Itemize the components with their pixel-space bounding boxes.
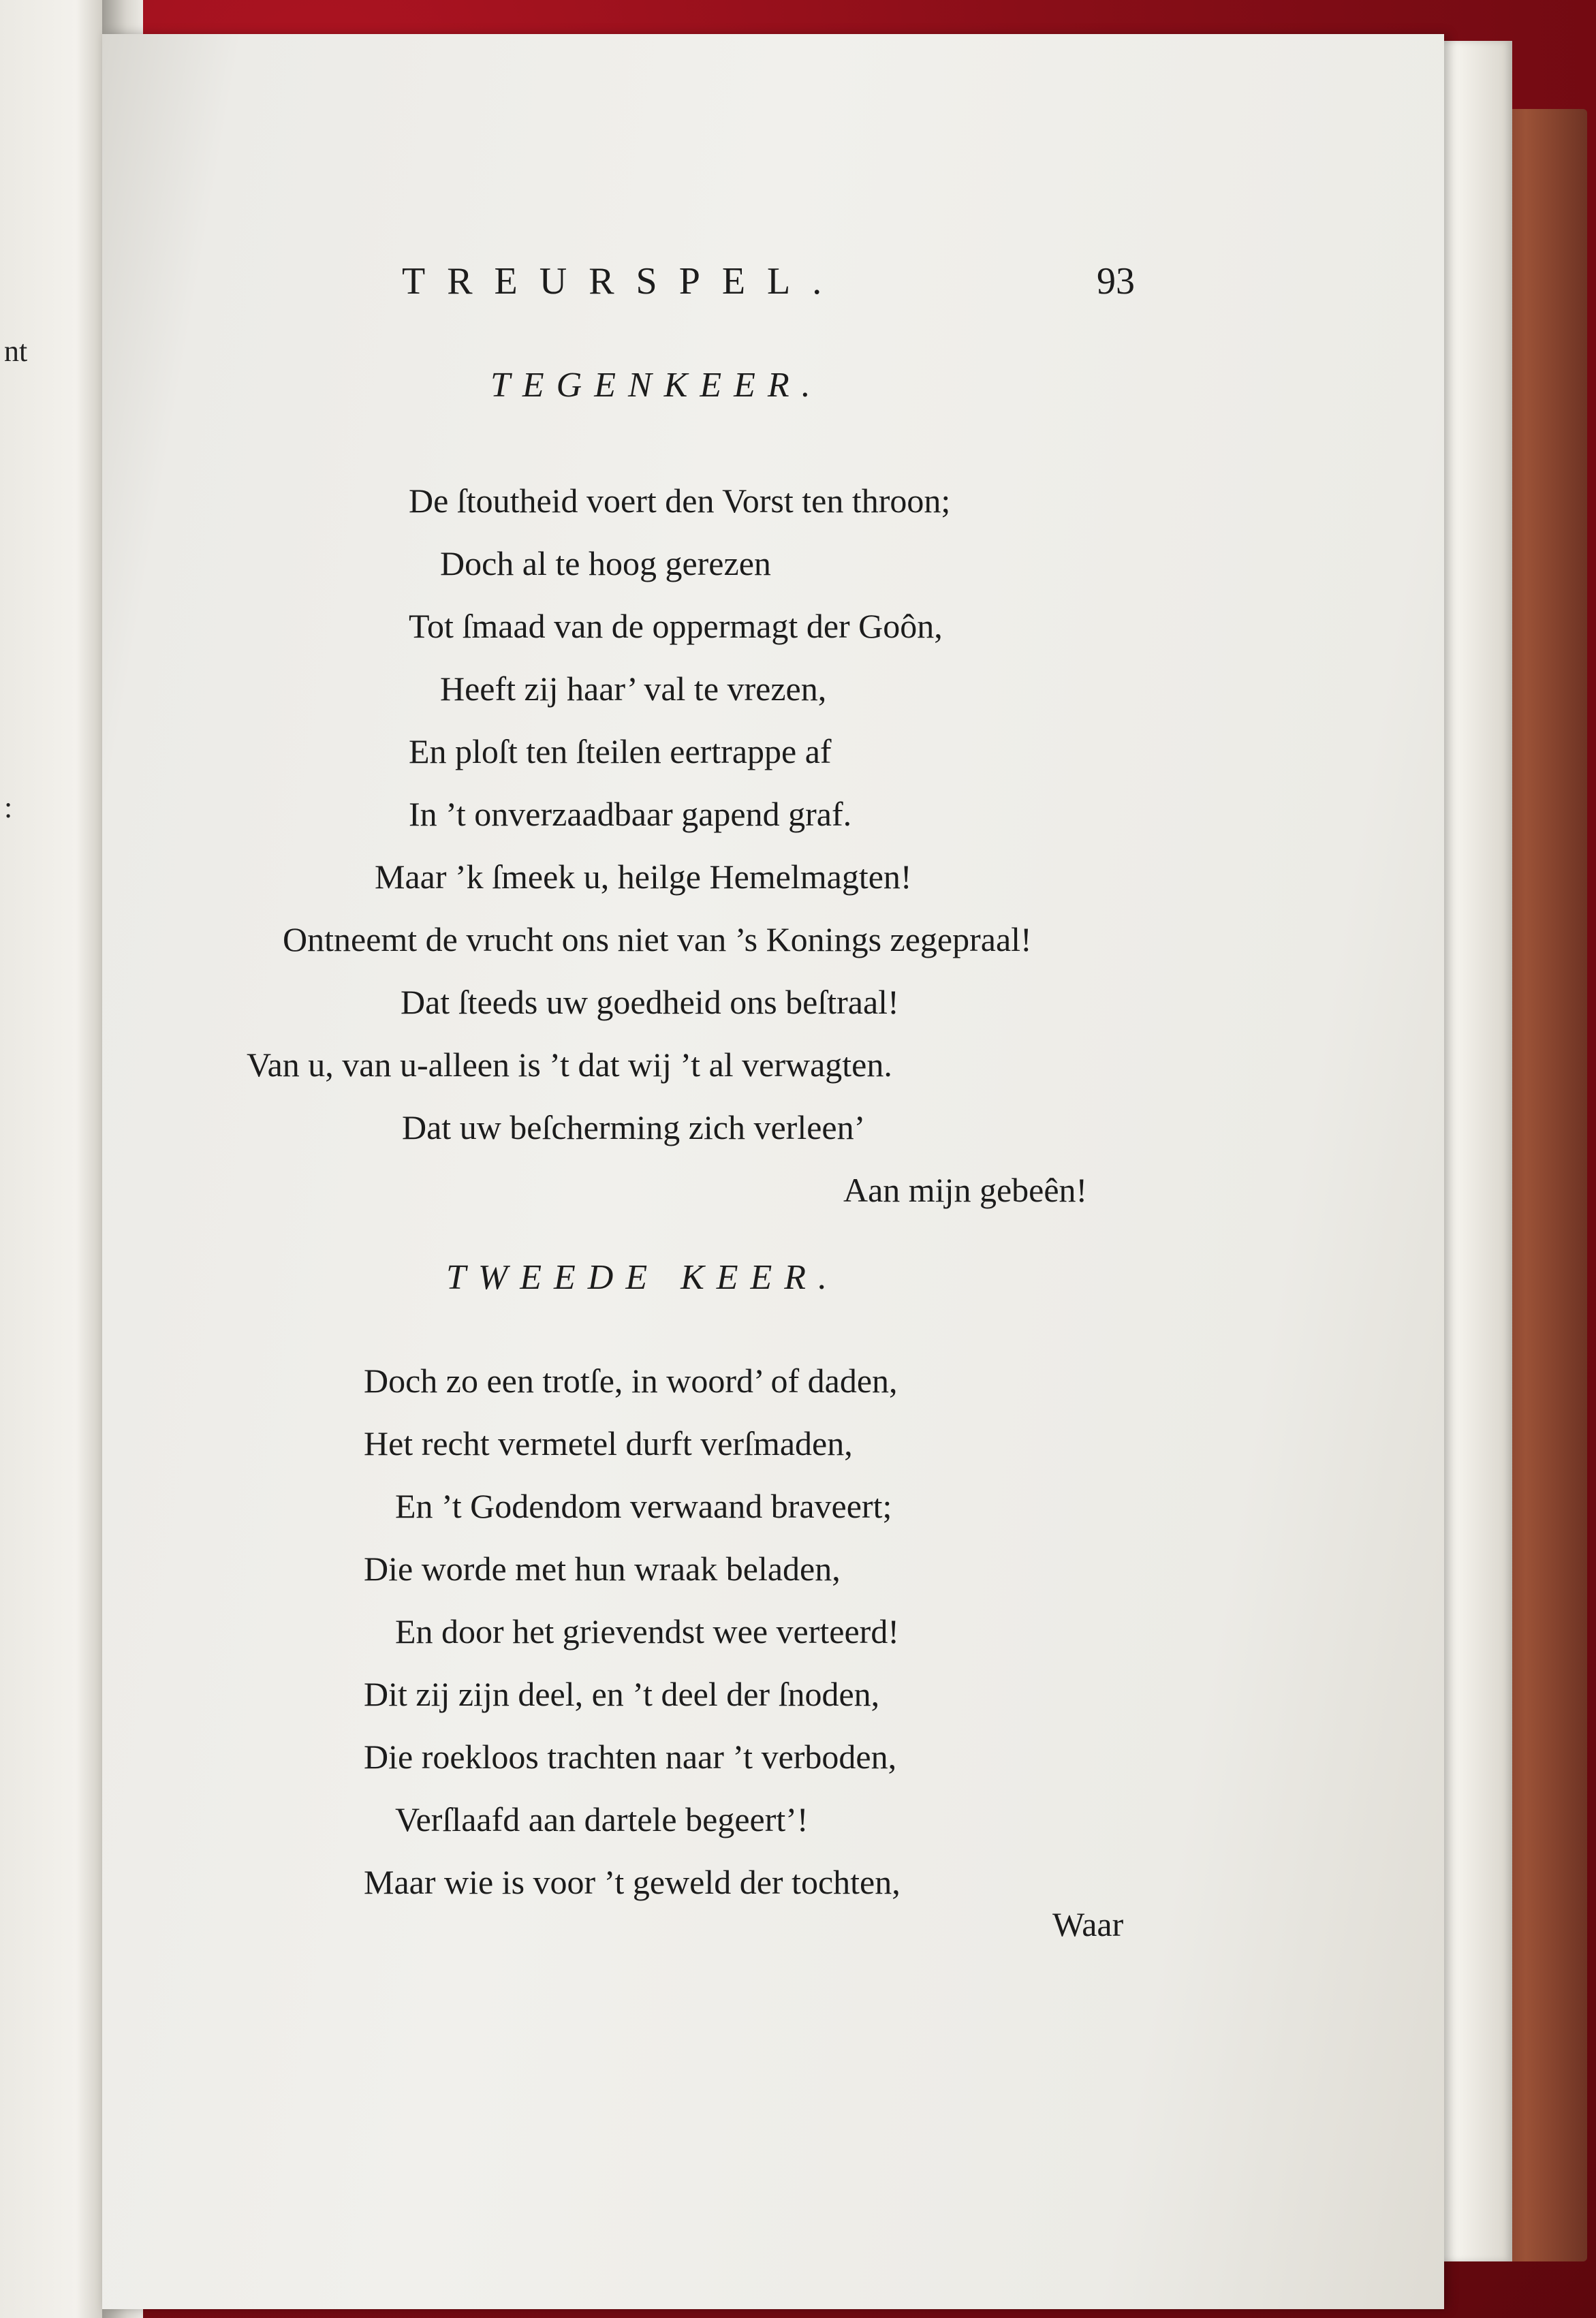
verse-line: Dit zij zijn deel, en ’t deel der ſnoden, — [364, 1675, 880, 1713]
verse-line: In ’t onverzaadbaar gapend graf. — [409, 795, 852, 833]
verse-line: En ’t Godendom verwaand braveert; — [395, 1487, 892, 1525]
catchword: Waar — [1052, 1905, 1124, 1943]
left-page-glyph: : — [4, 791, 13, 824]
verse-line: Ontneemt de vrucht ons niet van ’s Konings zegepraal! — [283, 920, 1032, 958]
verse-line: Doch zo een trotſe, in woord’ of daden, — [364, 1362, 898, 1400]
verse-line: Het recht vermetel durft verſmaden, — [364, 1424, 853, 1462]
verse-line: En ploſt ten ſteilen eertrappe af — [409, 732, 832, 770]
verse-line: Heeft zij haar’ val te vrezen, — [440, 670, 827, 708]
verse-line: Doch al te hoog gerezen — [440, 544, 771, 582]
section-title: TWEEDE KEER. — [446, 1258, 840, 1297]
verse-line: Die worde met hun wraak beladen, — [364, 1550, 841, 1588]
verse-line: Tot ſmaad van de oppermagt der Goôn, — [409, 607, 943, 645]
verse-line: Die roekloos trachten naar ’t verboden, — [364, 1738, 897, 1776]
verse-line: Aan mijn gebeên! — [843, 1171, 1088, 1209]
left-page-glyph: nt — [4, 334, 28, 368]
left-page-edge — [0, 0, 109, 2318]
verse-line: Van u, van u-alleen is ’t dat wij ’t al verwagten. — [247, 1046, 892, 1084]
verse-line: Maar wie is voor ’t geweld der tochten, — [364, 1863, 901, 1901]
page-number: 93 — [1097, 260, 1135, 302]
verse-line: De ſtoutheid voert den Vorst ten throon; — [409, 482, 951, 520]
verse-line: Dat uw beſcherming zich verleen’ — [402, 1108, 866, 1146]
section-title: TEGENKEER. — [490, 366, 823, 405]
verse-line: En door het grievendst wee verteerd! — [395, 1612, 899, 1650]
verse-line: Maar ’k ſmeek u, heilge Hemelmagten! — [375, 858, 912, 896]
running-head: TREURSPEL. — [402, 260, 844, 302]
verse-line: Verſlaafd aan dartele begeert’! — [395, 1800, 809, 1838]
verse-line: Dat ſteeds uw goedheid ons beſtraal! — [401, 983, 899, 1021]
book-page — [102, 34, 1444, 2309]
